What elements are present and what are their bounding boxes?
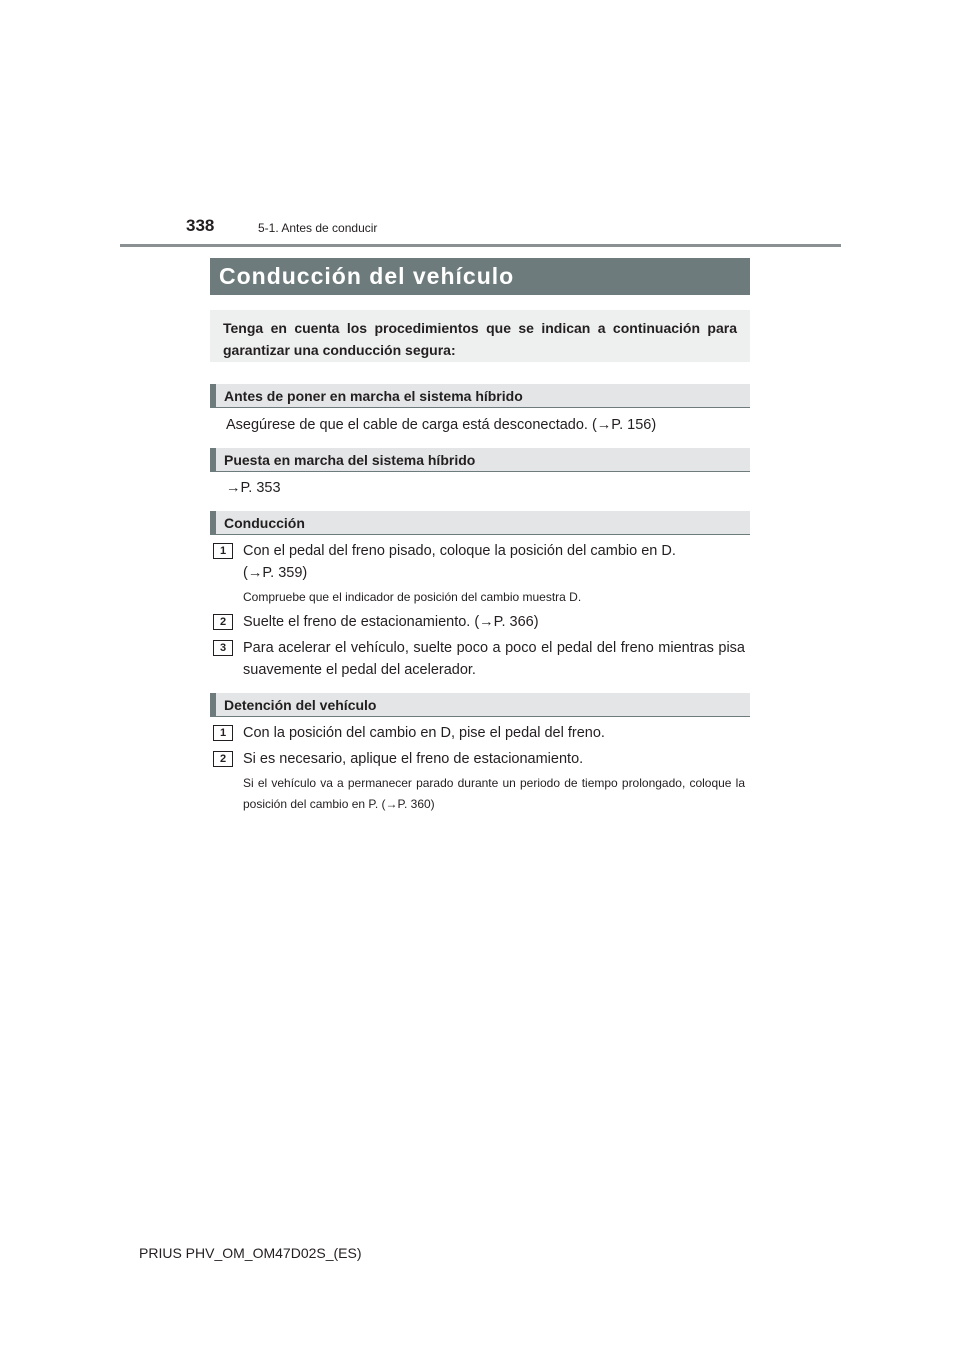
section-header-driving: Conducción — [210, 511, 750, 535]
step-number-badge: 2 — [213, 614, 233, 630]
step-number-badge: 3 — [213, 640, 233, 656]
stopping-step-1-text: Con la posición del cambio en D, pise el pedal del freno. — [243, 725, 605, 741]
intro-text: Tenga en cuenta los procedimientos que se indican a continuación para garantizar una conducción segura: — [223, 320, 737, 358]
stopping-step-2-note: Si el vehículo va a permanecer parado durante un periodo de tiempo prolongado, coloque la posición del cambio en P. (→P. 360) — [243, 776, 745, 811]
document-code: PRIUS PHV_OM_OM47D02S_(ES) — [139, 1245, 362, 1261]
driving-step-2-text: Suelte el freno de estacionamiento. (→P. 366) — [243, 614, 539, 630]
driving-step-1-ref: (→P. 359) — [243, 565, 308, 581]
driving-step-3-text: Para acelerar el vehículo, suelte poco a poco el pedal del freno mientras pisa suavemente el pedal del acelerador. — [243, 640, 745, 678]
driving-step-1-note: Compruebe que el indicador de posición del cambio muestra D. — [243, 590, 582, 604]
breadcrumb: 5-1. Antes de conducir — [258, 221, 378, 235]
intro-box — [210, 310, 750, 362]
header-divider — [120, 244, 841, 247]
driving-step-1-text: Con el pedal del freno pisado, coloque la posición del cambio en D. — [243, 543, 676, 559]
before-start-text: Asegúrese de que el cable de carga está desconectado. (→P. 156) — [226, 417, 657, 433]
page-title-text: Conducción del vehículo — [219, 263, 515, 289]
section-header-before-start: Antes de poner en marcha el sistema híbrido — [210, 384, 750, 408]
step-number-badge: 1 — [213, 725, 233, 741]
step-number-badge: 2 — [213, 751, 233, 767]
page-title — [210, 258, 750, 295]
page-number: 338 — [186, 216, 215, 235]
stopping-step-2-text: Si es necesario, aplique el freno de estacionamiento. — [243, 751, 584, 767]
section-header-stopping: Detención del vehículo — [210, 693, 750, 717]
start-text: →P. 353 — [226, 480, 281, 496]
step-number-badge: 1 — [213, 543, 233, 559]
section-header-start: Puesta en marcha del sistema híbrido — [210, 448, 750, 472]
